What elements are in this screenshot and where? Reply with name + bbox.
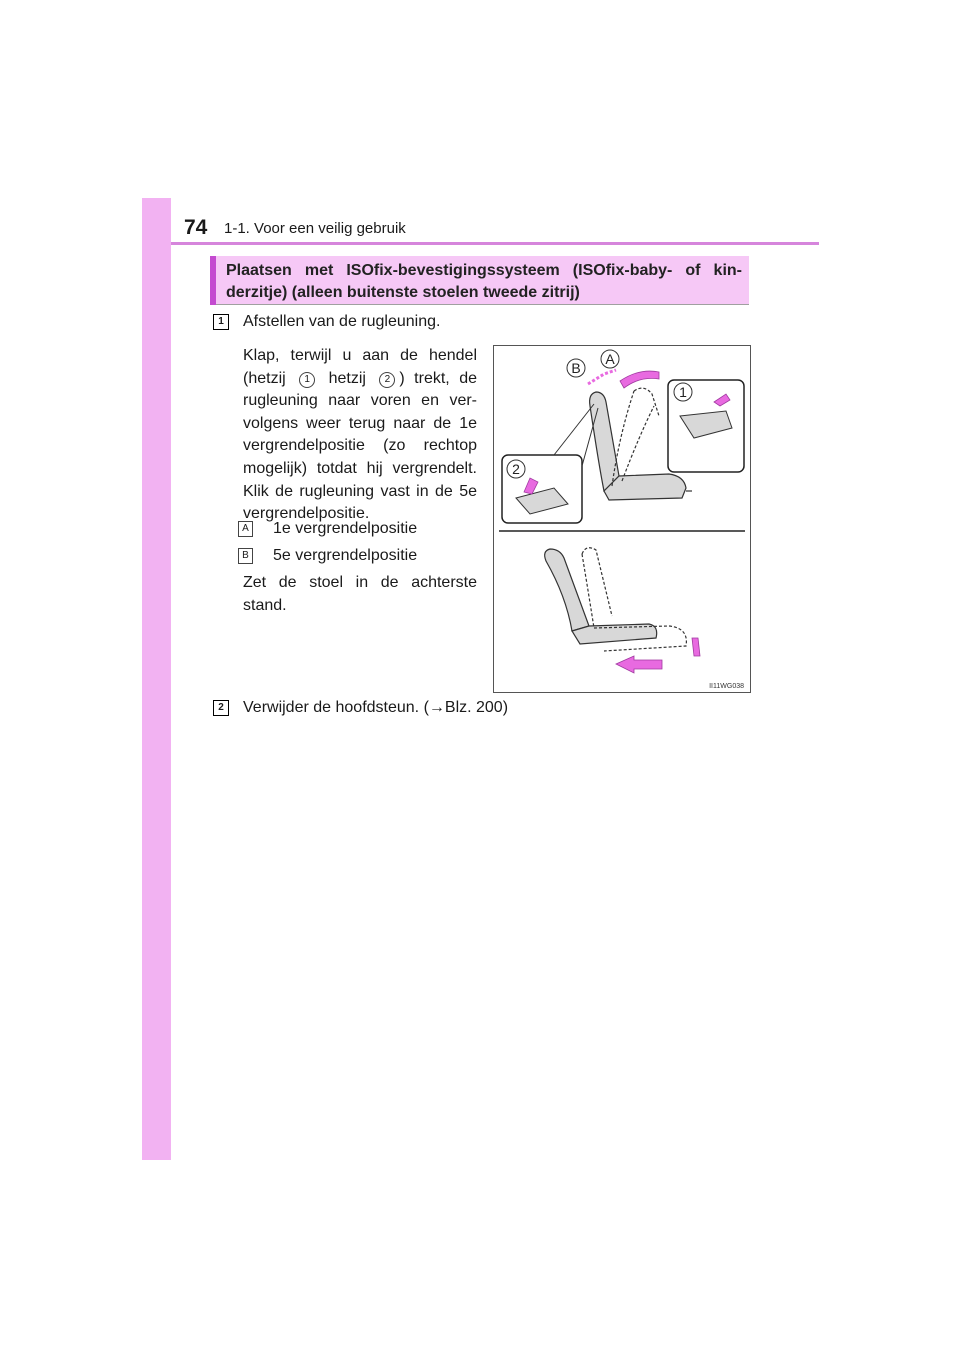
figure-label-b: B [571,360,581,376]
figure-label-one: 1 [679,384,687,400]
callout-text-b: 5e vergrendelpositie [273,547,418,564]
seat-illustration-drawing [494,346,750,692]
callout-text-a: 1e vergrendelpositie [273,520,418,537]
lift-arrow [692,638,700,656]
instruction-part-a: Klap, terwijl u aan de hendel (hetzij [243,347,477,387]
inset-lever-2 [502,404,598,523]
seat-illustration [493,345,751,693]
step-2-title: Verwijder de hoofdsteun. (→Blz. 200) [243,699,509,716]
tilt-arrow [620,371,659,388]
lever-ref-1: 1 [299,372,315,388]
lower-seat-drawing [545,548,687,651]
step-number-2: 2 [213,700,229,716]
step-1-note: Zet de stoel in de achterste stand. [243,574,477,614]
step-1-instruction [243,345,477,526]
sidebar-tab [142,198,171,1160]
step-number-1: 1 [213,314,229,330]
page-number: 74 [184,216,208,239]
callout-label-a: A [238,521,253,537]
header-divider [171,242,819,245]
section-title: Plaatsen met ISOfix-bevestigingssysteem (ISOfix-baby- of kin-derzitje) (alleen buitenste stoelen tweede zitrij) [226,262,742,301]
lever-ref-2: 2 [379,372,395,388]
slide-arrow [616,656,662,673]
step-1-title: Afstellen van de rugleuning. [243,313,441,330]
banner-accent [210,256,216,305]
section-banner [210,256,749,305]
inset-lever-1 [668,380,744,472]
tilt-dashed-arrow [588,370,616,384]
instruction-part-b: hetzij [328,369,366,387]
instruction-part-c: ) trekt, de rugleuning naar voren en ver-volgens weer terug naar de 1e vergrendelpositie (zo rechtop mogelijk) totdat hij vergrendelt. Klik de rugleuning vast in de 5e vergrendelpositie. [243,369,477,523]
chapter-title: 1-1. Voor een veilig gebruik [224,220,406,237]
figure-code: II11WG038 [709,683,744,690]
figure-label-two: 2 [512,461,520,477]
callout-label-b: B [238,548,253,564]
figure-label-a: A [605,351,615,367]
